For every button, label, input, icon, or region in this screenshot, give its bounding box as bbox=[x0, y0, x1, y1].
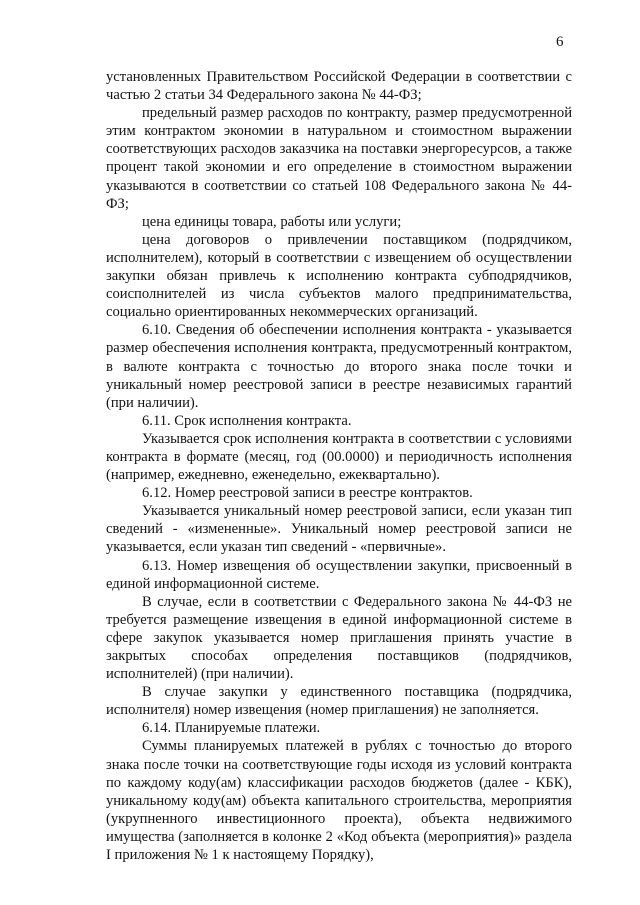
heading-section-6-11: 6.11. Срок исполнения контракта. bbox=[142, 412, 352, 429]
paragraph-subcontract-price: цена договоров о привлечении поставщиком (подрядчиком, исполнителем), который в соответствии с извещением об осуществлении закупки обязан привлечь к исполнению контракта субподрядчиков, соисполнителей из числа субъектов малого предпринимательства, социально ориентированных некоммерческих организаций. bbox=[106, 231, 572, 321]
paragraph-invitation-number: В случае, если в соответствии с Федерального закона № 44-ФЗ не требуется размещение извещения в единой информационной системе в сфере закупок указывается номер приглашения принять участие в закрытых способах определения поставщиков (подрядчиков, исполнителей) (при наличии). bbox=[106, 593, 572, 683]
paragraph-continuation: установленных Правительством Российской Федерации в соответствии с частью 2 статьи 34 Федерального закона № 44-ФЗ; bbox=[106, 69, 572, 104]
page-number: 6 bbox=[556, 34, 564, 50]
paragraph-planned-payments: Суммы планируемых платежей в рублях с точностью до второго знака после точки на соответствующие годы исходя из условий контракта по каждому коду(ам) классификации расходов бюджетов (далее - КБК), уникальному коду(ам) объекта капитального строительства, мероприятия (укрупненного инвестиционного проекта), объекта недвижимого имущества (заполняется в колонке 2 «Код объекта (мероприятия)» раздела I приложения № 1 к настоящему Порядку), bbox=[106, 738, 572, 864]
paragraph-execution-term: Указывается срок исполнения контракта в соответствии с условиями контракта в формате (месяц, год (00.0000) и периодичность исполнения (например, ежедневно, еженедельно, ежеквартально). bbox=[106, 430, 572, 484]
paragraph-single-supplier: В случае закупки у единственного поставщика (подрядчика, исполнителя) номер извещения (номер приглашения) не заполняется. bbox=[106, 684, 572, 719]
paragraph-section-6-10: 6.10. Сведения об обеспечении исполнения контракта - указывается размер обеспечения исполнения контракта, предусмотренный контрактом, в валюте контракта с точностью до второго знака после точки и уникальный номер реестровой записи в реестре независимых гарантий (при наличии). bbox=[106, 322, 572, 411]
heading-section-6-13: 6.13. Номер извещения об осуществлении закупки, присвоенный в единой информационной системе. bbox=[106, 557, 572, 592]
paragraph-registry-number: Указывается уникальный номер реестровой записи, если указан тип сведений - «измененные». Уникальный номер реестровой записи не указывается, если указан тип сведений - «первичные». bbox=[106, 503, 572, 556]
heading-section-6-14: 6.14. Планируемые платежи. bbox=[142, 720, 321, 737]
paragraph-unit-price: цена единицы товара, работы или услуги; bbox=[142, 213, 402, 230]
document-body bbox=[106, 68, 572, 864]
paragraph-max-expense: предельный размер расходов по контракту, размер предусмотренной этим контрактом экономии в натуральном и стоимостном выражении соответствующих расходов заказчика на поставки энергоресурсов, а также процент такой экономии и его определение в стоимостном выражении указываются в соответствии со статьей 108 Федерального закона № 44-ФЗ; bbox=[106, 105, 572, 212]
heading-section-6-12: 6.12. Номер реестровой записи в реестре контрактов. bbox=[142, 485, 473, 502]
